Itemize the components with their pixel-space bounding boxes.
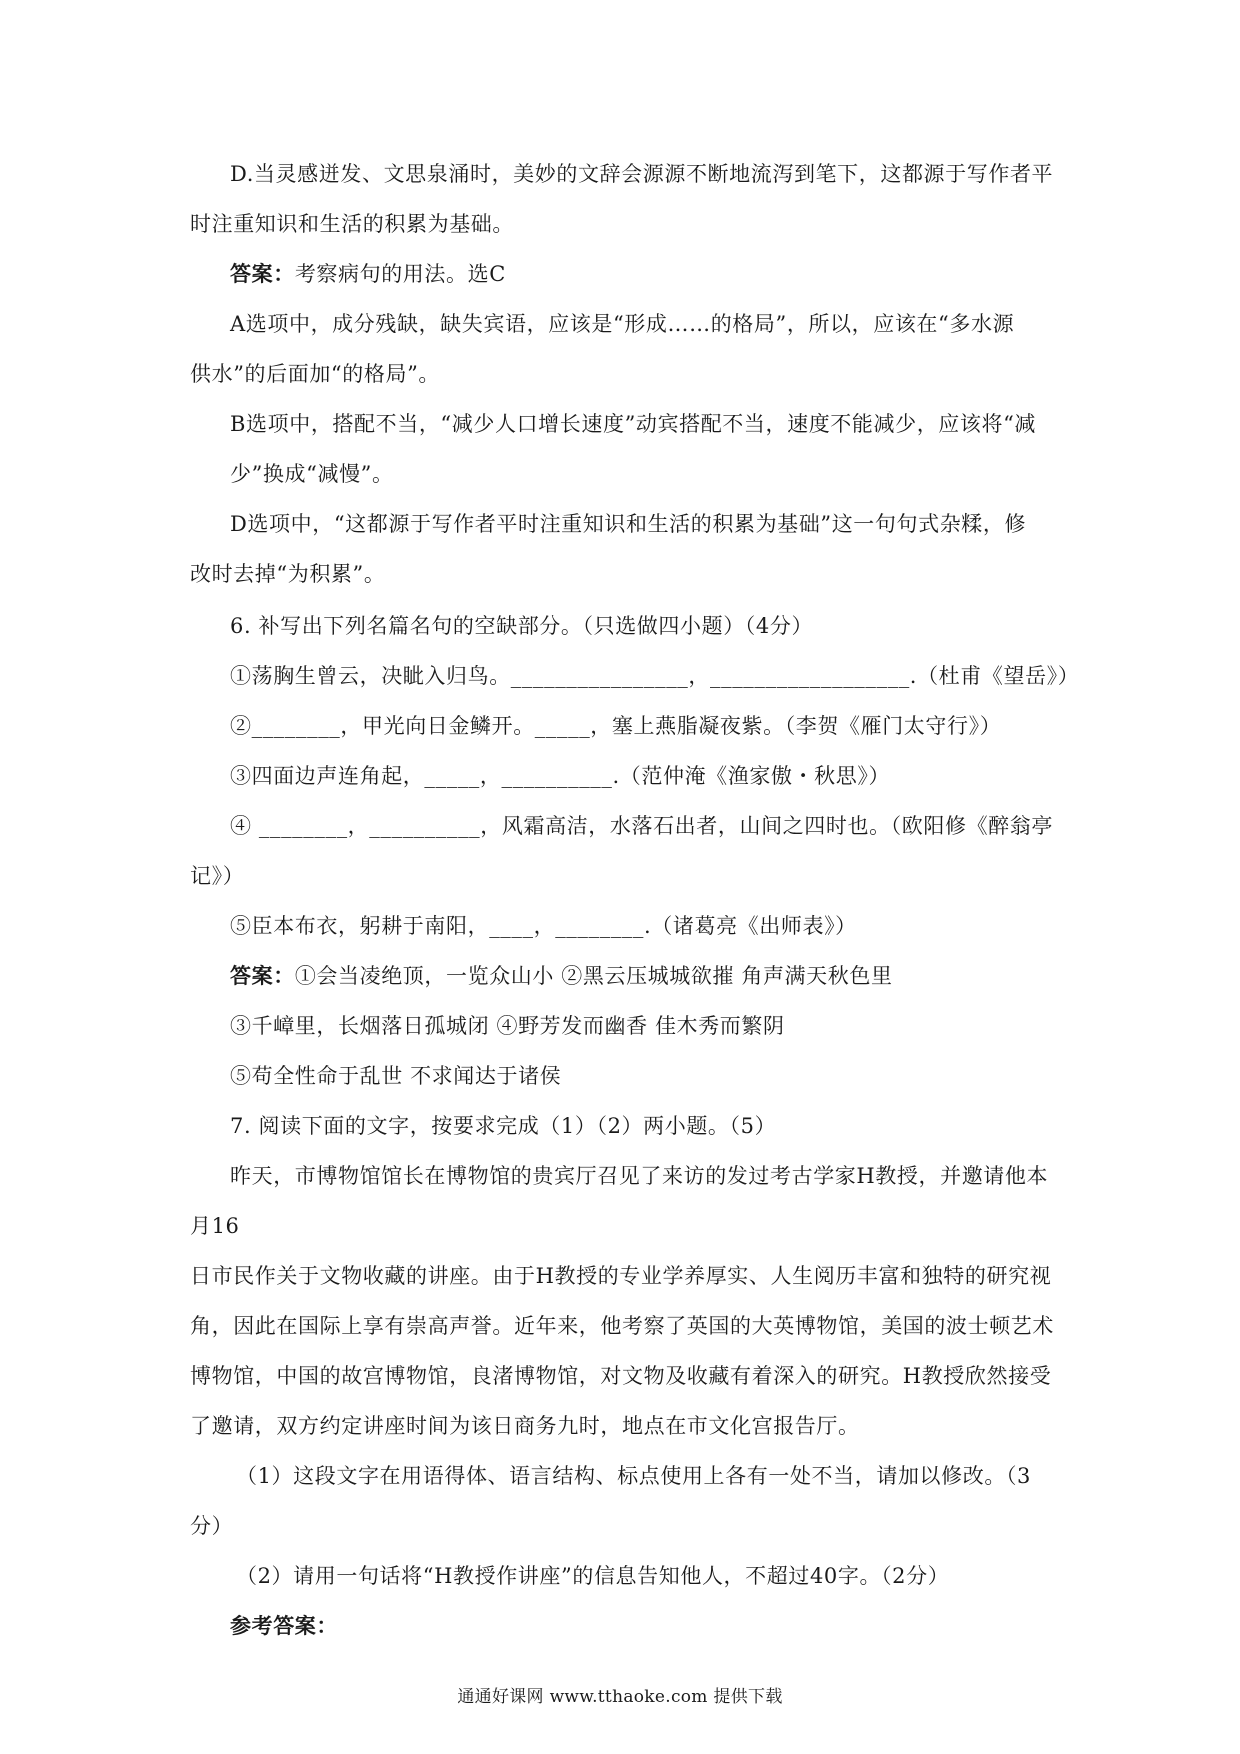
question-6-item-4: ④ ________，__________，风霜高洁，水落石出者，山间之四时也。（欧阳修《醉翁亭 (230, 814, 1053, 838)
text-line: 供水”的后面加“的格局”。 (190, 362, 441, 386)
text-line: A选项中，成分残缺，缺失宾语，应该是“形成……的格局”，所以，应该在“多水源 (230, 312, 1015, 336)
text-line: 博物馆，中国的故宫博物馆，良渚博物馆，对文物及收藏有着深入的研究。H教授欣然接受 (190, 1364, 1052, 1388)
answer-line (230, 260, 506, 288)
question-7-sub-1-cont: 分） (190, 1514, 234, 1538)
text-line: B选项中，搭配不当，“减少人口增长速度”动宾搭配不当，速度不能减少，应该将“减 (230, 412, 1037, 436)
answer-line (230, 962, 893, 990)
text-line: 了邀请，双方约定讲座时间为该日商务九时，地点在市文化宫报告厅。 (190, 1414, 860, 1438)
question-7-title: 7. 阅读下面的文字，按要求完成（1）（2）两小题。（5） (230, 1114, 777, 1138)
text-line: ③千嶂里，长烟落日孤城闭 ④野芳发而幽香 佳木秀而繁阴 (230, 1014, 785, 1038)
question-7-sub-1: （1）这段文字在用语得体、语言结构、标点使用上各有一处不当，请加以修改。（3 (236, 1464, 1032, 1488)
text-line: 时注重知识和生活的积累为基础。 (190, 212, 514, 236)
question-6-item-4-cont: 记》） (190, 864, 245, 888)
reference-answer-label: 参考答案： (230, 1613, 338, 1638)
text-line: D.当灵感迸发、文思泉涌时，美妙的文辞会源源不断地流泻到笔下，这都源于写作者平 (230, 162, 1054, 186)
question-7-sub-2: （2）请用一句话将“H教授作讲座”的信息告知他人，不超过40字。（2分） (236, 1564, 950, 1588)
answer-label: 答案： (230, 261, 295, 286)
text-line: 昨天，市博物馆馆长在博物馆的贵宾厅召见了来访的发过考古学家H教授，并邀请他本 (230, 1164, 1049, 1188)
text-line: 月16 (190, 1214, 240, 1238)
answer-text: 考察病句的用法。选C (294, 262, 506, 286)
text-line: ⑤苟全性命于乱世 不求闻达于诸侯 (230, 1064, 562, 1088)
text-line: 日市民作关于文物收藏的讲座。由于H教授的专业学养厚实、人生阅历丰富和独特的研究视 (190, 1264, 1052, 1288)
question-6-item-1: ①荡胸生曾云，决眦入归鸟。________________，__________________.（杜甫《望岳》） (230, 664, 1080, 688)
question-6-item-2: ②________，甲光向日金鳞开。_____，塞上燕脂凝夜紫。（李贺《雁门太守行》） (230, 714, 1002, 738)
question-6-item-5: ⑤臣本布衣，躬耕于南阳，____，________.（诸葛亮《出师表》） (230, 914, 857, 938)
text-line: 角，因此在国际上享有崇高声誉。近年来，他考察了英国的大英博物馆，美国的波士顿艺术 (190, 1314, 1054, 1338)
answer-label: 答案： (230, 963, 295, 988)
text-line: 改时去掉“为积累”。 (190, 562, 386, 586)
text-line: 少”换成“减慢”。 (230, 462, 394, 486)
text-line: D选项中，“这都源于写作者平时注重知识和生活的积累为基础”这一句句式杂糅，修 (230, 512, 1027, 536)
question-6-item-3: ③四面边声连角起，_____，__________.（范仲淹《渔家傲・秋思》） (230, 764, 891, 788)
answer-text: ①会当凌绝顶，一览众山小 ②黑云压城城欲摧 角声满天秋色里 (294, 964, 893, 988)
question-6-title: 6. 补写出下列名篇名句的空缺部分。（只选做四小题）（4分） (230, 614, 814, 638)
page-footer: 通通好课网 www.tthaoke.com 提供下载 (457, 1687, 783, 1707)
